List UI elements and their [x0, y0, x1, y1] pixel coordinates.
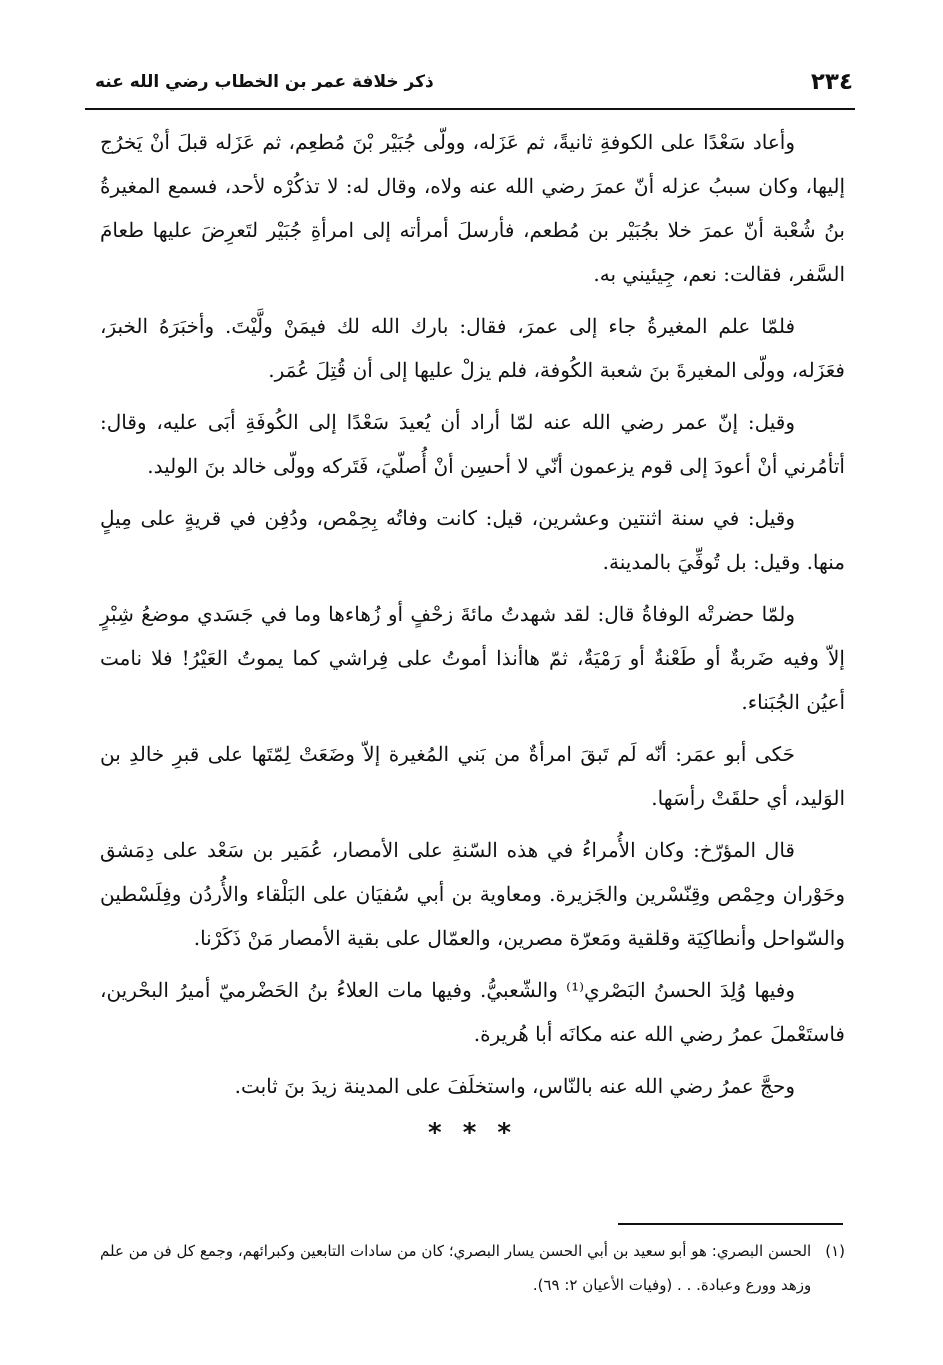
footnote-rule [618, 1223, 843, 1225]
running-head: ذكر خلافة عمر بن الخطاب رضي الله عنه [95, 72, 434, 92]
paragraph: وفيها وُلِدَ الحسنُ البَصْري⁽¹⁾ والشّعبيُّ. وفيها مات العلاءُ بنُ الحَضْرميّ أميرُ البحْرين، فاستَعْملَ عمرُ رضي الله عنه مكانَه أبا هُريرة. [100, 978, 845, 1046]
header-rule [85, 108, 855, 110]
footnote [100, 1234, 845, 1302]
footnotes [100, 1234, 845, 1302]
footnote-text: الحسن البصري: هو أبو سعيد بن أبي الحسن يسار البصري؛ كان من سادات التابعين وكبرائهم، وجمع كل فن من علم وزهد وورع وعبادة. . . (وفيات الأعيان ٢: ٦٩). [100, 1242, 812, 1294]
paragraph: قال المؤرّخ: وكان الأُمراءُ في هذه السّنةِ على الأمصار، عُمَير بن سَعْد على دِمَشق وحَوْران وحِمْص وقِنّسْرين والجَزيرة. ومعاوية بن أبي سُفيَان على البَلْقاء والأُردُن وفِلَسْطين والسّواحل وأنطاكِيَة وقلقية ومَعرّة مصرين، والعمّال على بقية الأمصار مَنْ ذَكَرْنا. [100, 838, 845, 950]
footnote-marker: (١) [825, 1242, 845, 1260]
paragraph: وأعاد سَعْدًا على الكوفةِ ثانيةً، ثم عَزَله، وولّى جُبَيْر بْنَ مُطعِم، ثم عَزَله قبلَ أنْ يَخرُج إليها، وكان سببُ عزله أنّ عمرَ رضي الله عنه ولاه، وقال له: لا تذكُرْه لأحد، فسمع المغيرةُ بنُ شُعْبة أنّ عمرَ خلا بجُبَيْر بن مُطعم، فأرسلَ أمرأته إلى امرأةِ جُبَيْر لتَعرِضَ عليها طعامَ السَّفر، فقالت: نعم، جِيئيني به. [100, 130, 845, 286]
paragraph: فلمّا علم المغيرةُ جاء إلى عمرَ، فقال: بارك الله لك فيمَنْ ولَّيْتَ. وأخبَرَهُ الخبرَ، فعَزَله، وولّى المغيرةَ بنَ شعبة الكُوفة، فلم يزلْ عليها إلى أن قُتِلَ عُمَر. [100, 314, 845, 382]
page-number: ٢٣٤ [810, 69, 853, 95]
paragraph: وحجَّ عمرُ رضي الله عنه بالنّاس، واستخلَفَ على المدينة زيدَ بنَ ثابت. [234, 1074, 795, 1098]
main-text [100, 120, 845, 1148]
section-separator: * * * [428, 1118, 517, 1148]
paragraph: وقيل: إنّ عمر رضي الله عنه لمّا أراد أن يُعيدَ سَعْدًا إلى الكُوفَةِ أبَى عليه، وقال: أتأمُرني أنْ أعودَ إلى قوم يزعمون أنّي لا أحسِن أنْ أُصلّيَ، فَتَركه وولّى خالد بنَ الوليد. [100, 410, 845, 478]
paragraph: حَكى أبو عمَر: أنّه لَم تَبقَ امرأةٌ من بَني المُغيرة إلاّ وضَعَتْ لِمّتَها على قبرِ خالدِ بن الوَليد، أي حلقَتْ رأسَها. [100, 742, 845, 810]
page-header [85, 62, 855, 102]
paragraph: ولمّا حضرتْه الوفاةُ قال: لقد شهدتُ مائةَ زحْفٍ أو زُهاءها وما في جَسَدي موضعُ شِبْرٍ إلاّ وفيه ضَربةٌ أو طَعْنةٌ أو رَمْيَةٌ، ثمّ هاأنذا أموتُ على فِراشي كما يموتُ العَيْرُ! فلا نامت أعيُن الجُبَناء. [100, 602, 845, 714]
paragraph: وقيل: في سنة اثنتين وعشرين، قيل: كانت وفاتُه بِحِمْص، ودُفِن في قريةٍ على مِيلٍ منها. وقيل: بل تُوفِّيَ بالمدينة. [100, 506, 845, 574]
